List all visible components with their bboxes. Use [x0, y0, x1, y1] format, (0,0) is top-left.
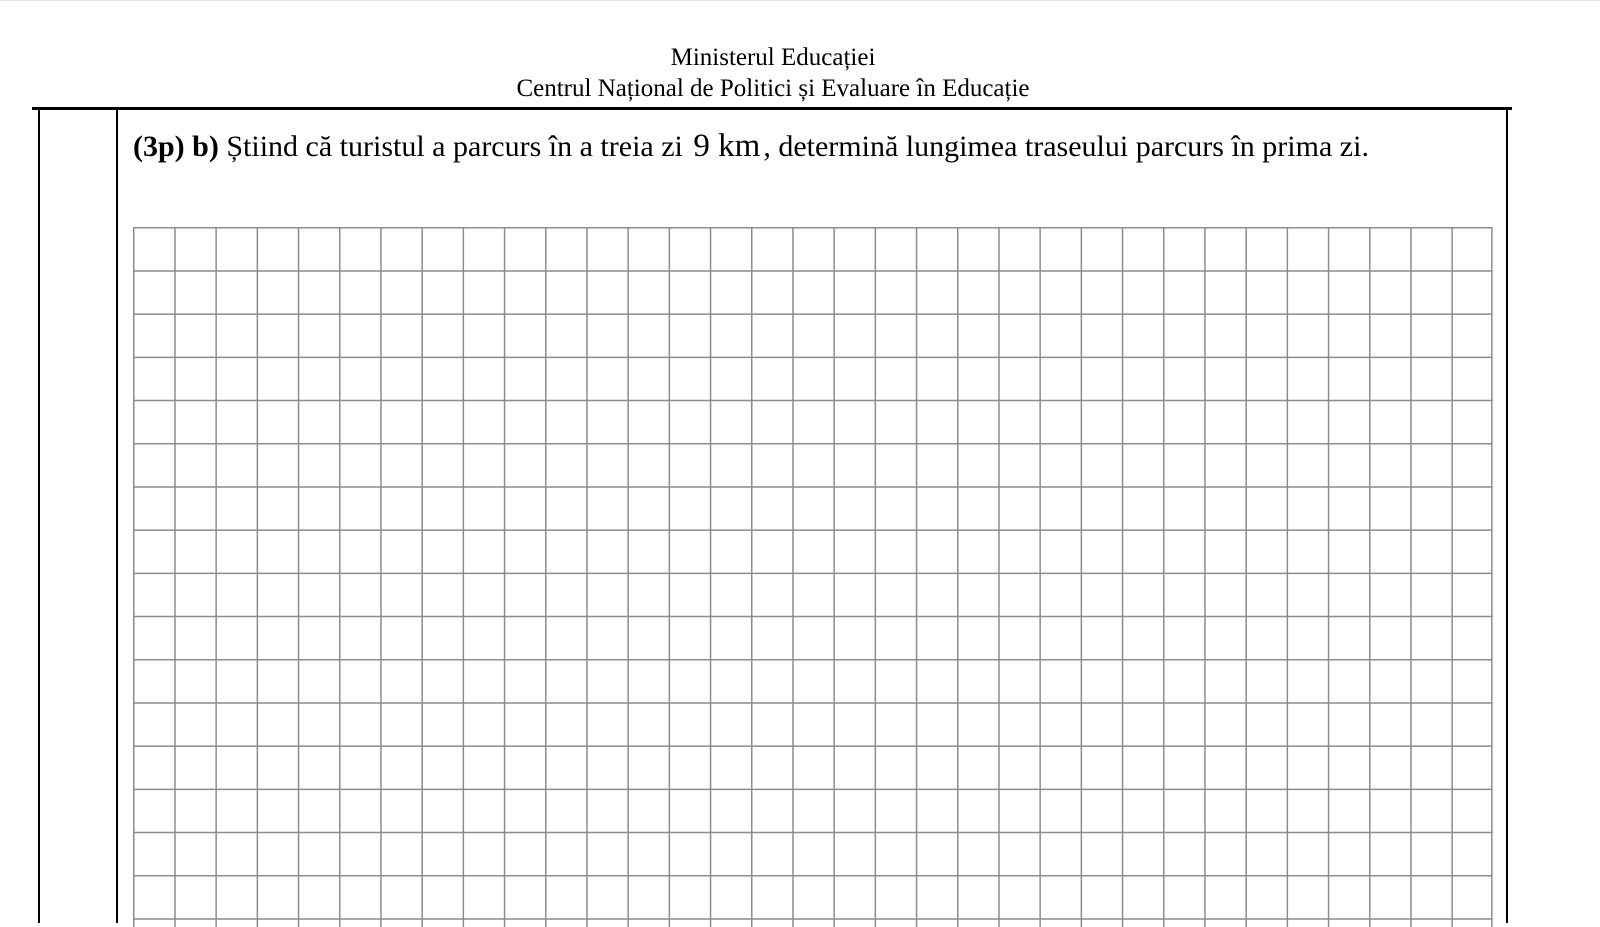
question-text-after: , determină lungimea traseului parcurs în prima zi.: [763, 130, 1369, 163]
question-quantity: 9 km: [693, 128, 761, 164]
question-text: [133, 120, 1493, 173]
frame-margin-border: [116, 108, 118, 923]
question-points: (3p): [133, 130, 185, 163]
answer-grid[interactable]: [133, 227, 1495, 927]
frame-right-border: [1506, 108, 1508, 923]
center-name: Centrul Național de Politici și Evaluare în Educație: [516, 75, 1030, 102]
frame-left-border: [38, 108, 40, 923]
header-rule: [32, 107, 1512, 110]
question-letter: b): [192, 130, 219, 163]
document-header: [0, 42, 1546, 104]
question-text-before: Știind că turistul a parcurs în a treia zi: [226, 130, 683, 163]
ministry-name: Ministerul Educației: [670, 44, 876, 71]
page-top-edge: [0, 0, 1600, 1]
